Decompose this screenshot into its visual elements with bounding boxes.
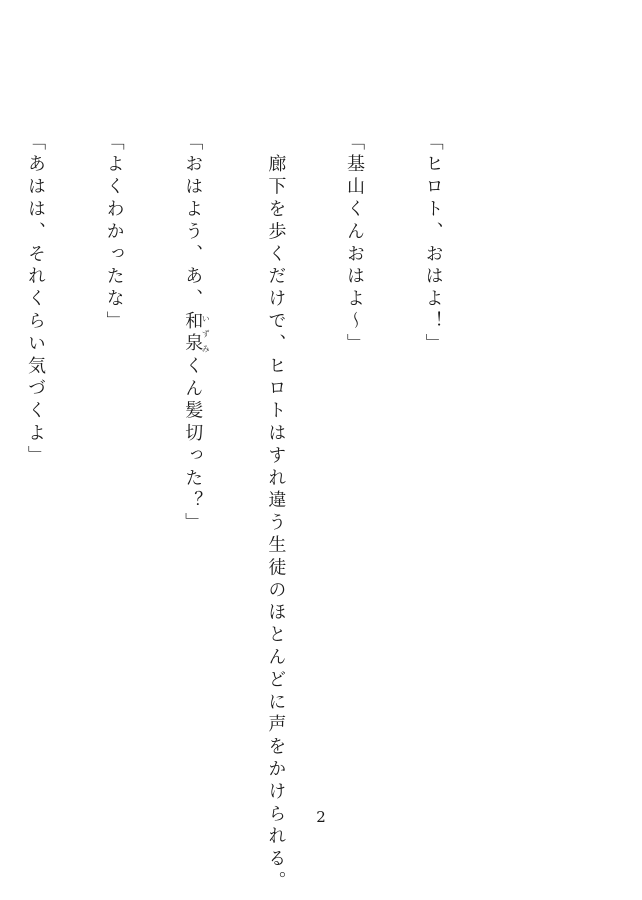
furigana-reading: いずみ (201, 311, 211, 357)
text-line: 「ヒロト、おはよ！」 (422, 132, 444, 356)
vertical-text-body (0, 132, 498, 894)
name-with-reading: 和泉いずみ (182, 311, 211, 357)
text-line: 「よくわかったな」 (103, 132, 125, 334)
text-line: 「おはよう、あ、和泉いずみくん髪切った？」 (182, 132, 211, 536)
page-number: 2 (316, 808, 326, 826)
text-line: 廊下を歩くだけで、ヒロトはすれ違う生徒のほとんどに声をかけられる。 (265, 132, 287, 894)
text-line: 「基山くんおはよ〜」 (343, 132, 365, 356)
text-line: 「あはは、それくらい気づくよ」 (25, 132, 47, 468)
